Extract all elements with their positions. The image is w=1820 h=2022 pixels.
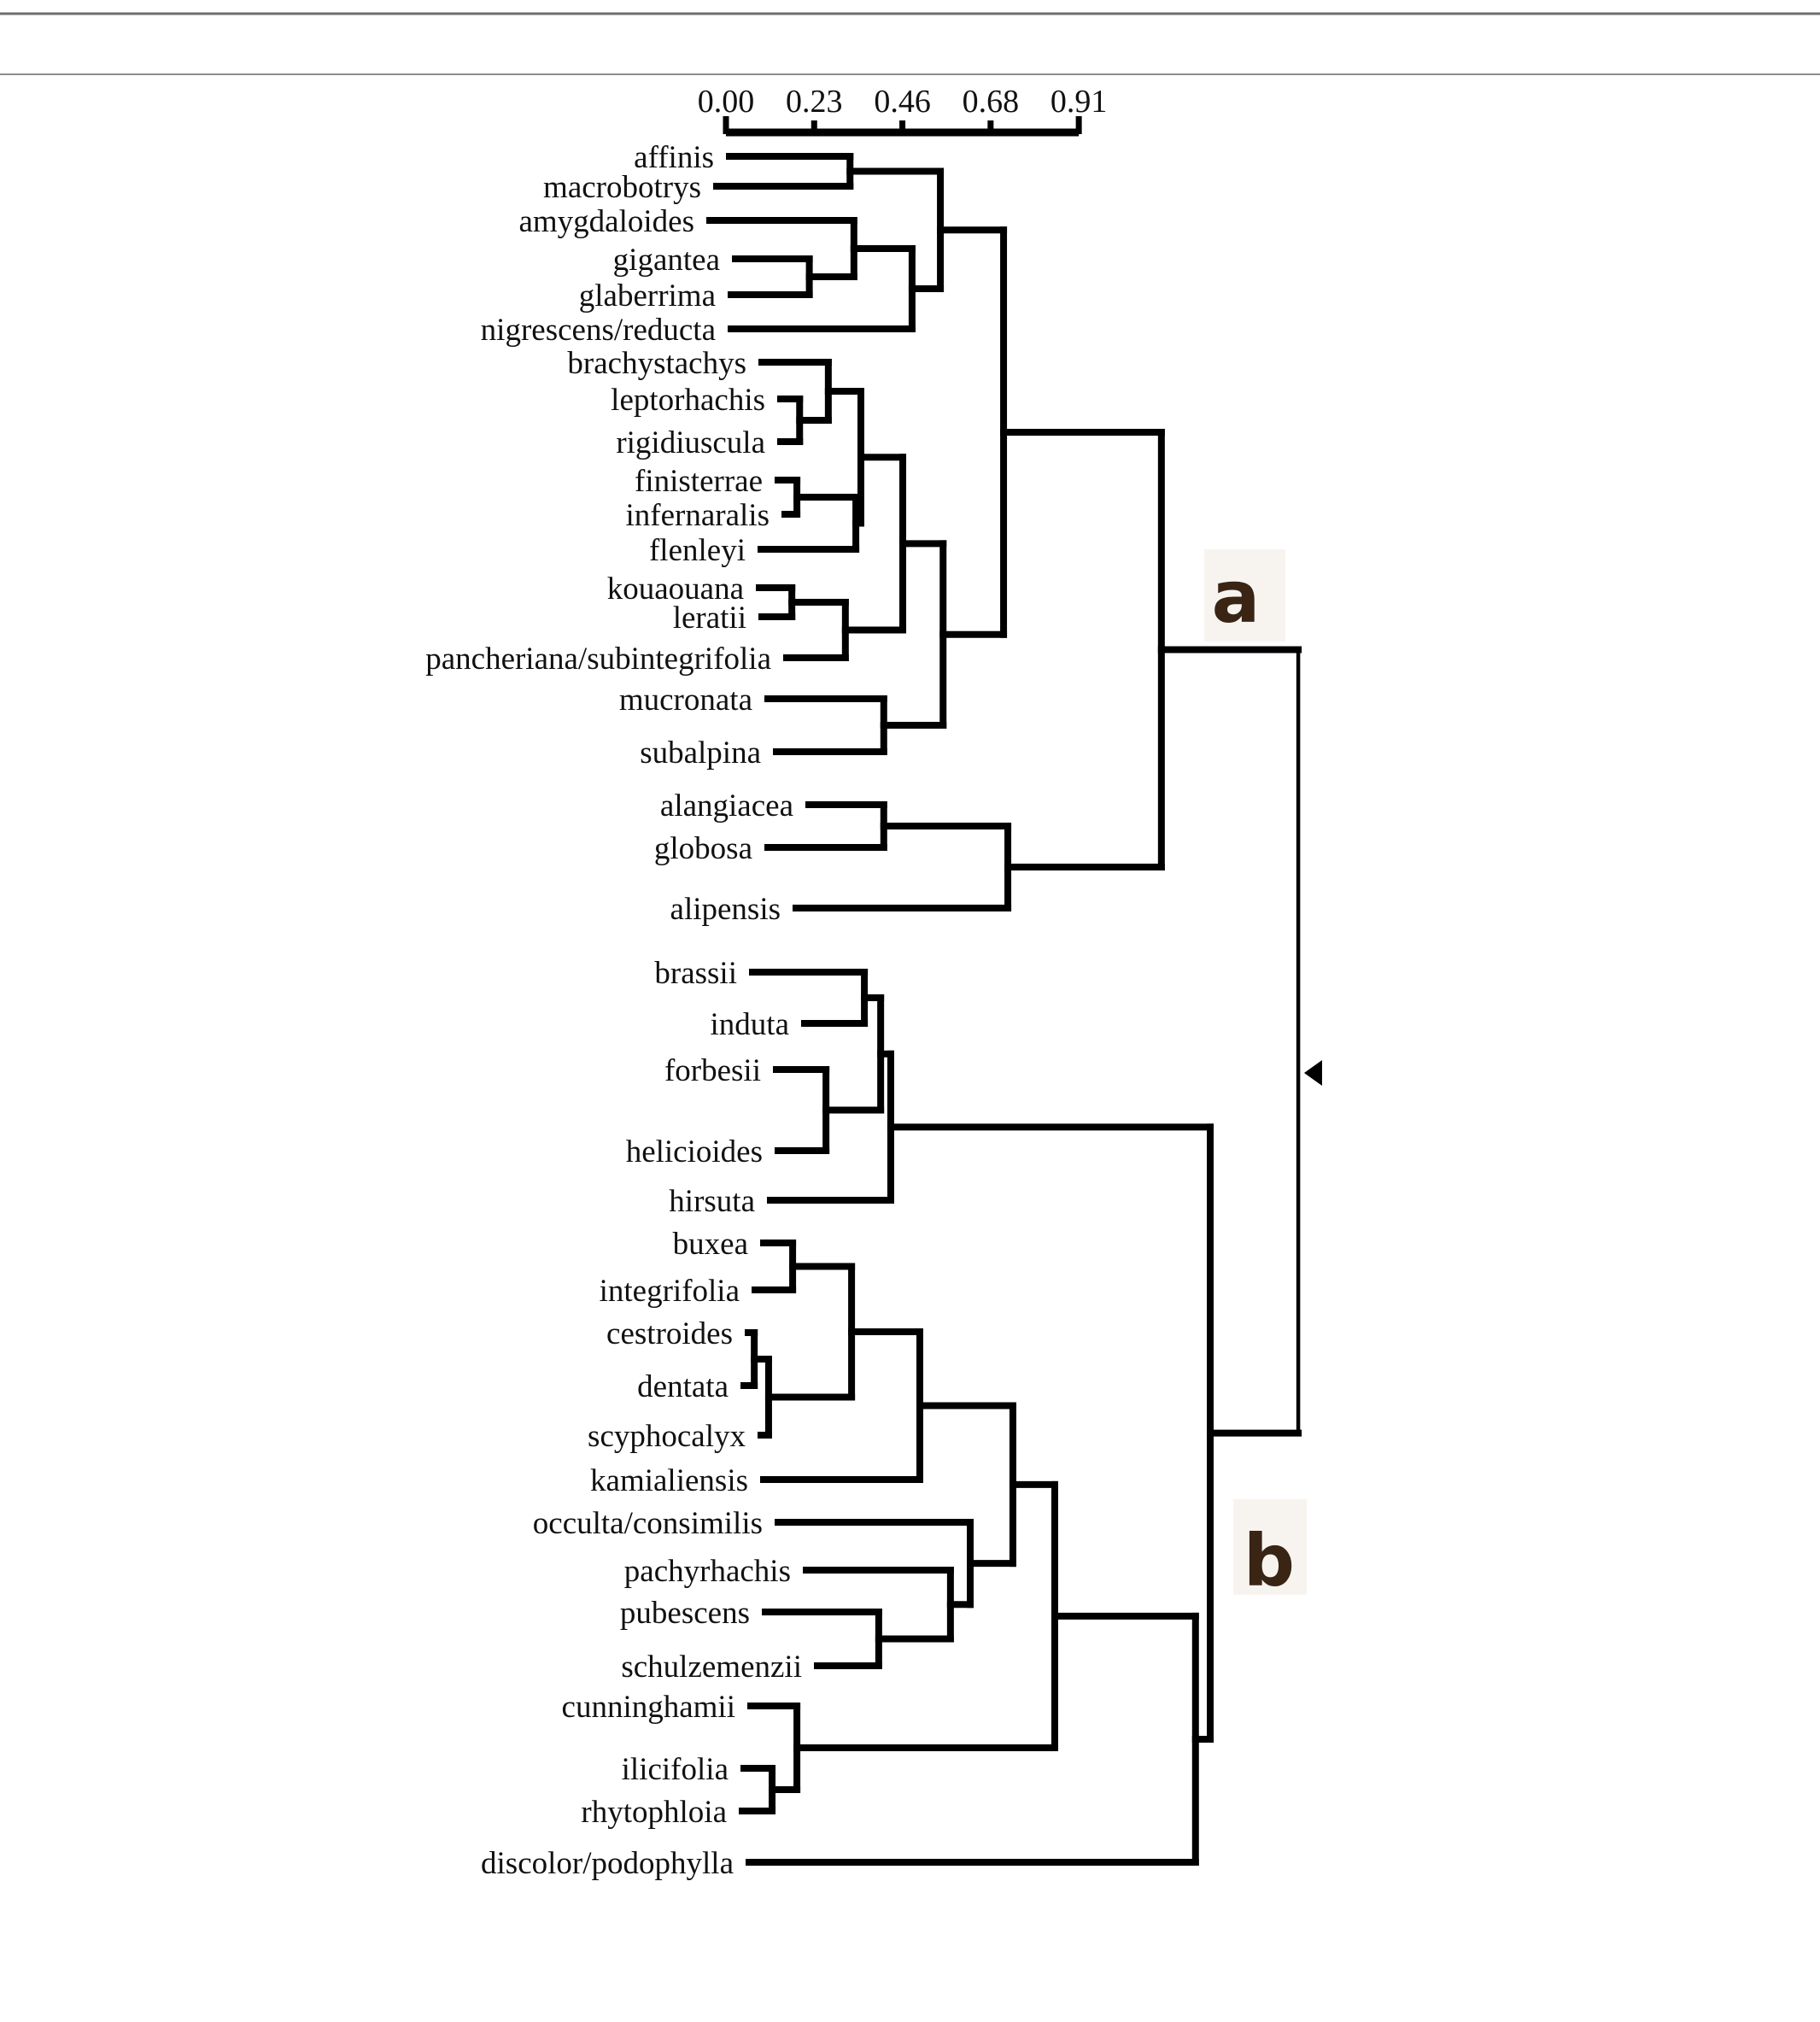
leaf-label-integrifolia: integrifolia — [599, 1274, 740, 1309]
leaf-label-finisterrae: finisterrae — [635, 464, 763, 499]
leaf-label-alipensis: alipensis — [670, 892, 781, 927]
leaf-label-affinis: affinis — [634, 140, 714, 175]
leaf-label-helicioides: helicioides — [625, 1134, 763, 1169]
leaf-label-subalpina: subalpina — [640, 736, 761, 771]
axis-tick-label: 0.91 — [1050, 84, 1108, 120]
leaf-label-ilicifolia: ilicifolia — [621, 1752, 729, 1787]
leaf-label-mucronata: mucronata — [618, 683, 752, 718]
leaf-label-alangiacea: alangiacea — [659, 788, 793, 823]
leaf-label-rhytophloia: rhytophloia — [581, 1795, 727, 1830]
axis-tick-label: 0.68 — [962, 84, 1020, 120]
cluster-label-b: b — [1243, 1519, 1296, 1603]
leaf-label-macrobotrys: macrobotrys — [543, 170, 701, 205]
leaf-label-occulta-consimilis: occulta/consimilis — [532, 1506, 763, 1541]
axis-tick-label: 0.46 — [874, 84, 931, 120]
leaf-label-brassii: brassii — [654, 956, 737, 991]
leaf-label-gigantea: gigantea — [612, 243, 720, 278]
cluster-label-a: a — [1211, 555, 1261, 639]
leaf-label-discolor-podophylla: discolor/podophylla — [481, 1846, 734, 1881]
leaf-label-globosa: globosa — [653, 831, 752, 866]
leaf-label-pancheriana-subintegrifolia: pancheriana/subintegrifolia — [425, 642, 771, 677]
leaf-label-pachyrhachis: pachyrhachis — [623, 1554, 791, 1589]
leaf-label-scyphocalyx: scyphocalyx — [588, 1419, 746, 1454]
leaf-label-glaberrima: glaberrima — [578, 278, 716, 314]
leaf-label-brachystachys: brachystachys — [567, 346, 746, 381]
leaf-label-induta: induta — [710, 1007, 789, 1042]
axis-tick-label: 0.23 — [786, 84, 843, 120]
leaf-label-kouaouana: kouaouana — [606, 571, 744, 607]
leaf-label-rigidiuscula: rigidiuscula — [616, 425, 765, 460]
axis-tick-label: 0.00 — [697, 84, 755, 120]
leaf-label-infernaralis: infernaralis — [625, 498, 770, 533]
leaf-label-forbesii: forbesii — [664, 1053, 761, 1088]
leaf-label-cunninghamii: cunninghamii — [561, 1690, 735, 1725]
leaf-label-buxea: buxea — [672, 1227, 748, 1262]
leaf-label-amygdaloides: amygdaloides — [518, 204, 694, 239]
leaf-label-kamialiensis: kamialiensis — [590, 1463, 748, 1498]
leaf-label-leratii: leratii — [672, 601, 746, 636]
leaf-label-flenleyi: flenleyi — [648, 533, 746, 568]
leaf-label-schulzemenzii: schulzemenzii — [621, 1650, 802, 1685]
leaf-label-pubescens: pubescens — [619, 1596, 750, 1631]
root-marker-triangle-icon — [1304, 1060, 1322, 1086]
leaf-label-hirsuta: hirsuta — [669, 1184, 755, 1219]
leaf-label-cestroides: cestroides — [606, 1316, 733, 1351]
leaf-label-nigrescens-reducta: nigrescens/reducta — [480, 313, 716, 348]
leaf-label-leptorhachis: leptorhachis — [611, 383, 765, 418]
leaf-label-dentata: dentata — [637, 1369, 729, 1404]
